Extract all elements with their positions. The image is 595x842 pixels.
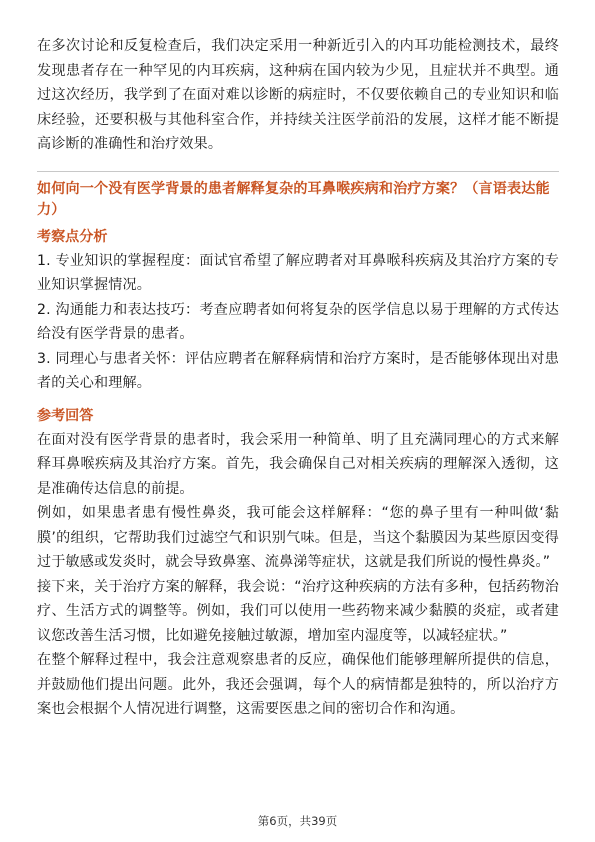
answer-paragraph: 在面对没有医学背景的患者时，我会采用一种简单、明了且充满同理心的方式来解释耳鼻喉疾病及其治疗方案。首先，我会确保自己对相关疾病的理解深入透彻，这是准确传达信息的前提。 xyxy=(37,431,559,497)
spacer xyxy=(37,396,559,405)
answer-paragraph: 例如，如果患者患有慢性鼻炎，我可能会这样解释：“您的鼻子里有一种叫做‘黏膜’的组织，它帮助我们过滤空气和识别气味。但是，当这个黏膜因为某些原因变得过于敏感或发炎时，就会导致鼻塞、流鼻涕等症状，这就是我们所说的慢性鼻炎。” xyxy=(37,505,559,570)
question-title: 如何向一个没有医学背景的患者解释复杂的耳鼻喉疾病和治疗方案？（言语表达能力） xyxy=(37,180,550,218)
analysis-item: 2. 沟通能力和表达技巧：考查应聘者如何将复杂的医学信息以易于理解的方式传达给没有医学背景的患者。 xyxy=(37,301,559,342)
analysis-heading: 考察点分析 xyxy=(37,228,108,245)
answer-paragraph: 接下来，关于治疗方案的解释，我会说：“治疗这种疾病的方法有多种，包括药物治疗、生活方式的调整等。例如，我们可以使用一些药物来减少黏膜的炎症，或者建议您改善生活习惯，比如避免接触过敏源，增加室内湿度等，以减轻症状。” xyxy=(37,578,559,644)
answer-paragraph: 在整个解释过程中，我会注意观察患者的反应，确保他们能够理解所提供的信息，并鼓励他们提出问题。此外，我还会强调，每个人的病情都是独特的，所以治疗方案也会根据个人情况进行调整，这需要医患之间的密切合作和沟通。 xyxy=(37,652,559,717)
page-number: 第6页，共39页 xyxy=(257,814,338,828)
page-content xyxy=(37,34,559,722)
intro-paragraph: 在多次讨论和反复检查后，我们决定采用一种新近引入的内耳功能检测技术，最终发现患者存在一种罕见的内耳疾病，这种病在国内较为少见，且症状并不典型。通过这次经历，我学到了在面对难以诊断的病症时，不仅要依赖自己的专业知识和临床经验，还要积极与其他科室合作，并持续关注医学前沿的发展，这样才能不断提高诊断的准确性和治疗效果。 xyxy=(37,38,559,152)
analysis-item: 1. 专业知识的掌握程度：面试官希望了解应聘者对耳鼻喉科疾病及其治疗方案的专业知识掌握情况。 xyxy=(37,252,559,293)
analysis-item: 3. 同理心与患者关怀：评估应聘者在解释病情和治疗方案时，是否能够体现出对患者的关心和理解。 xyxy=(37,350,559,391)
section-divider xyxy=(37,171,559,172)
answer-heading: 参考回答 xyxy=(37,407,94,424)
